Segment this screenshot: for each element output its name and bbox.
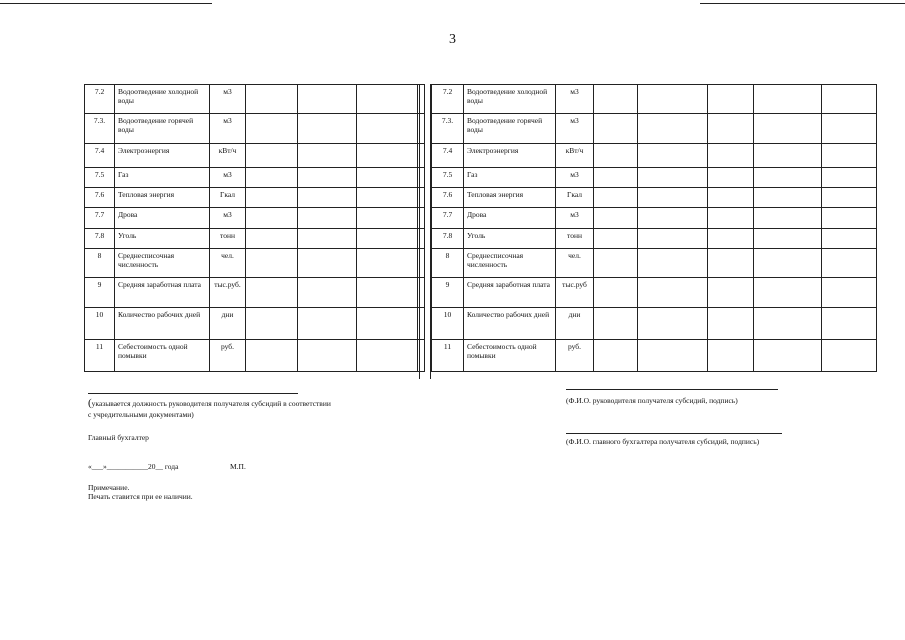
row-number: 7.3. — [432, 114, 464, 144]
value-cell — [594, 340, 638, 372]
value-cell — [357, 188, 418, 208]
value-cell — [357, 278, 418, 308]
row-number: 7.6 — [432, 188, 464, 208]
value-cell — [298, 168, 357, 188]
value-cell — [594, 278, 638, 308]
value-cell — [298, 340, 357, 372]
value-cell — [357, 229, 418, 249]
value-cell — [754, 249, 822, 278]
value-cell — [594, 308, 638, 340]
note-text: Печать ставится при ее наличии. — [88, 492, 193, 501]
row-unit: тыс.руб — [556, 278, 594, 308]
table-row — [85, 144, 425, 168]
value-cell — [357, 208, 418, 229]
value-cell — [594, 188, 638, 208]
row-name: Водоотведение холодной воды — [115, 85, 210, 114]
row-name: Дрова — [115, 208, 210, 229]
value-cell — [357, 168, 418, 188]
value-cell — [708, 208, 754, 229]
row-unit: дни — [556, 308, 594, 340]
table-row — [85, 278, 425, 308]
value-cell — [754, 85, 822, 114]
row-number: 7.8 — [432, 229, 464, 249]
row-number: 7.4 — [432, 144, 464, 168]
value-cell — [298, 188, 357, 208]
value-cell — [638, 340, 708, 372]
table-gap — [419, 84, 431, 379]
table-row — [432, 249, 877, 278]
value-cell — [594, 229, 638, 249]
value-cell — [298, 114, 357, 144]
row-unit: м3 — [210, 85, 246, 114]
row-name: Водоотведение горячей воды — [115, 114, 210, 144]
value-cell — [822, 114, 877, 144]
row-unit: м3 — [210, 168, 246, 188]
table-row — [432, 114, 877, 144]
head-signature-line — [566, 389, 778, 390]
accountant-signature-caption: (Ф.И.О. главного бухгалтера получателя субсидий, подпись) — [566, 437, 760, 446]
value-cell — [754, 208, 822, 229]
row-unit: Гкал — [556, 188, 594, 208]
right-table — [431, 84, 877, 372]
table-row — [432, 229, 877, 249]
row-number: 7.3. — [85, 114, 115, 144]
row-number: 10 — [432, 308, 464, 340]
value-cell — [708, 278, 754, 308]
value-cell — [822, 168, 877, 188]
value-cell — [298, 208, 357, 229]
value-cell — [638, 308, 708, 340]
value-cell — [298, 249, 357, 278]
value-cell — [754, 229, 822, 249]
value-cell — [638, 144, 708, 168]
value-cell — [822, 249, 877, 278]
row-number: 9 — [432, 278, 464, 308]
value-cell — [594, 208, 638, 229]
table-row — [85, 249, 425, 278]
value-cell — [594, 168, 638, 188]
value-cell — [357, 340, 418, 372]
value-cell — [822, 278, 877, 308]
value-cell — [246, 249, 298, 278]
table-row — [85, 340, 425, 372]
value-cell — [754, 340, 822, 372]
value-cell — [298, 308, 357, 340]
row-unit: м3 — [210, 114, 246, 144]
row-name: Средняя заработная плата — [464, 278, 556, 308]
row-name: Водоотведение холодной воды — [464, 85, 556, 114]
row-name: Среднесписочная численность — [115, 249, 210, 278]
value-cell — [638, 249, 708, 278]
row-number: 7.4 — [85, 144, 115, 168]
table-row — [432, 188, 877, 208]
row-unit: чел. — [210, 249, 246, 278]
row-name: Себестоимость одной помывки — [464, 340, 556, 372]
row-name: Количество рабочих дней — [464, 308, 556, 340]
row-name: Уголь — [115, 229, 210, 249]
value-cell — [594, 144, 638, 168]
value-cell — [638, 114, 708, 144]
value-cell — [246, 229, 298, 249]
row-name: Средняя заработная плата — [115, 278, 210, 308]
value-cell — [638, 85, 708, 114]
value-cell — [298, 229, 357, 249]
value-cell — [638, 208, 708, 229]
value-cell — [357, 144, 418, 168]
table-row — [85, 208, 425, 229]
value-cell — [708, 85, 754, 114]
value-cell — [357, 308, 418, 340]
row-unit: кВт/ч — [210, 144, 246, 168]
table-row — [432, 340, 877, 372]
table-row — [432, 144, 877, 168]
row-unit: м3 — [556, 85, 594, 114]
value-cell — [246, 340, 298, 372]
value-cell — [638, 168, 708, 188]
value-cell — [246, 168, 298, 188]
row-unit: дни — [210, 308, 246, 340]
value-cell — [246, 85, 298, 114]
row-unit: руб. — [210, 340, 246, 372]
row-number: 11 — [432, 340, 464, 372]
row-unit: Гкал — [210, 188, 246, 208]
top-left-rule — [0, 3, 212, 4]
value-cell — [822, 340, 877, 372]
value-cell — [822, 144, 877, 168]
value-cell — [594, 85, 638, 114]
row-name: Уголь — [464, 229, 556, 249]
position-signature-line — [88, 393, 298, 394]
row-number: 7.6 — [85, 188, 115, 208]
row-unit: м3 — [556, 168, 594, 188]
table-row — [432, 208, 877, 229]
table-row — [432, 308, 877, 340]
row-number: 10 — [85, 308, 115, 340]
accountant-signature-line — [566, 433, 782, 434]
value-cell — [357, 249, 418, 278]
value-cell — [638, 278, 708, 308]
row-name: Среднесписочная численность — [464, 249, 556, 278]
value-cell — [708, 229, 754, 249]
value-cell — [246, 278, 298, 308]
chief-accountant-label: Главный бухгалтер — [88, 433, 149, 442]
row-unit: чел. — [556, 249, 594, 278]
row-number: 9 — [85, 278, 115, 308]
table-row — [85, 229, 425, 249]
row-number: 8 — [85, 249, 115, 278]
left-table — [84, 84, 425, 372]
row-unit: тонн — [556, 229, 594, 249]
head-signature-caption: (Ф.И.О. руководителя получателя субсидий, подпись) — [566, 396, 738, 405]
value-cell — [246, 188, 298, 208]
row-name: Электроэнергия — [115, 144, 210, 168]
row-unit: тонн — [210, 229, 246, 249]
table-row — [85, 114, 425, 144]
top-right-rule — [700, 3, 905, 4]
date-line: «___»___________20__ года — [88, 462, 179, 471]
row-unit: кВт/ч — [556, 144, 594, 168]
table-row — [432, 278, 877, 308]
row-number: 7.2 — [85, 85, 115, 114]
table-row — [85, 308, 425, 340]
value-cell — [754, 144, 822, 168]
value-cell — [298, 85, 357, 114]
value-cell — [822, 229, 877, 249]
table-row — [85, 168, 425, 188]
value-cell — [246, 114, 298, 144]
value-cell — [298, 144, 357, 168]
row-name: Газ — [115, 168, 210, 188]
row-unit: м3 — [556, 208, 594, 229]
value-cell — [754, 188, 822, 208]
value-cell — [298, 278, 357, 308]
row-number: 11 — [85, 340, 115, 372]
position-note-2: с учредительными документами) — [88, 410, 194, 419]
row-unit: руб. — [556, 340, 594, 372]
row-number: 7.7 — [85, 208, 115, 229]
value-cell — [246, 144, 298, 168]
row-name: Газ — [464, 168, 556, 188]
row-name: Количество рабочих дней — [115, 308, 210, 340]
row-unit: м3 — [210, 208, 246, 229]
value-cell — [754, 168, 822, 188]
value-cell — [357, 114, 418, 144]
value-cell — [708, 168, 754, 188]
row-name: Электроэнергия — [464, 144, 556, 168]
table-row — [85, 85, 425, 114]
row-unit: тыс.руб. — [210, 278, 246, 308]
value-cell — [708, 114, 754, 144]
value-cell — [708, 188, 754, 208]
row-name: Себестоимость одной помывки — [115, 340, 210, 372]
note-title: Примечание. — [88, 483, 130, 492]
row-number: 7.7 — [432, 208, 464, 229]
row-name: Тепловая энергия — [115, 188, 210, 208]
value-cell — [246, 208, 298, 229]
row-unit: м3 — [556, 114, 594, 144]
row-number: 7.5 — [432, 168, 464, 188]
value-cell — [708, 340, 754, 372]
value-cell — [594, 114, 638, 144]
table-row — [432, 168, 877, 188]
value-cell — [708, 144, 754, 168]
value-cell — [594, 249, 638, 278]
value-cell — [708, 249, 754, 278]
row-number: 8 — [432, 249, 464, 278]
value-cell — [822, 188, 877, 208]
value-cell — [357, 85, 418, 114]
value-cell — [638, 188, 708, 208]
page-number: 3 — [449, 32, 456, 47]
row-name: Водоотведение горячей воды — [464, 114, 556, 144]
row-name: Дрова — [464, 208, 556, 229]
row-number: 7.5 — [85, 168, 115, 188]
row-name: Тепловая энергия — [464, 188, 556, 208]
value-cell — [822, 208, 877, 229]
value-cell — [754, 308, 822, 340]
value-cell — [708, 308, 754, 340]
row-number: 7.2 — [432, 85, 464, 114]
value-cell — [638, 229, 708, 249]
value-cell — [754, 114, 822, 144]
position-note: (указывается должность руководителя получателя субсидий в соответствии — [88, 397, 331, 409]
table-row — [85, 188, 425, 208]
value-cell — [822, 85, 877, 114]
value-cell — [754, 278, 822, 308]
value-cell — [822, 308, 877, 340]
row-number: 7.8 — [85, 229, 115, 249]
value-cell — [246, 308, 298, 340]
stamp-label: М.П. — [230, 462, 246, 471]
table-row — [432, 85, 877, 114]
